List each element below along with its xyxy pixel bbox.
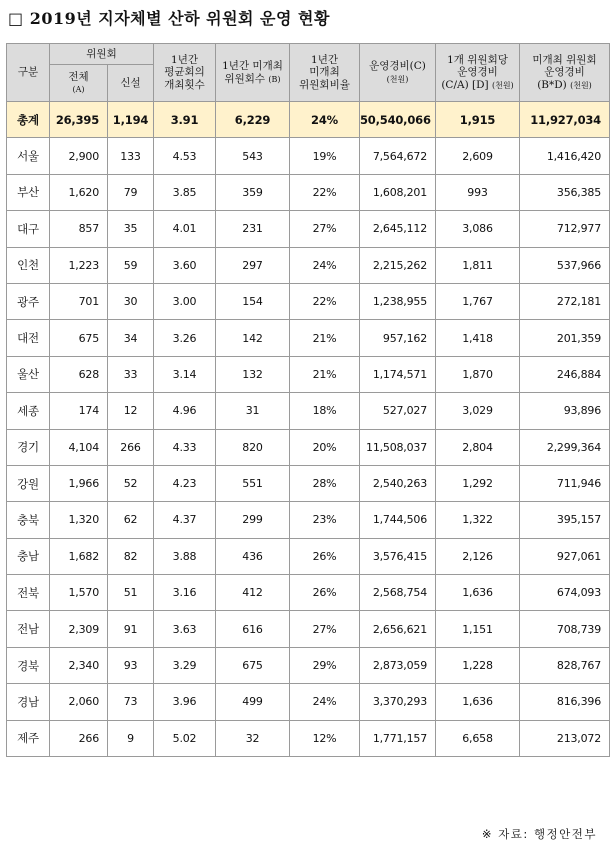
header-unheld-count-line2: 위원회수 (224, 72, 266, 85)
cell-per-committee-cost: 2,609 (436, 138, 520, 174)
cell-op-cost: 3,576,415 (360, 538, 436, 574)
cell-unheld-rate: 19% (290, 138, 360, 174)
document-title: □ 2019년 지자체별 산하 위원회 운영 현황 (8, 9, 330, 28)
cell-total-committees: 1,223 (50, 247, 108, 283)
header-unheld-cost-line3: (B*D) (537, 78, 567, 91)
cell-new-committees: 9 (108, 720, 154, 756)
cell-unheld-count: 31 (216, 393, 290, 429)
header-total-line2: (A) (72, 85, 85, 94)
header-avg-meetings (154, 44, 216, 102)
cell-unheld-cost: 213,072 (520, 720, 610, 756)
table-row (7, 320, 610, 356)
table-row (7, 138, 610, 174)
cell-new-committees: 91 (108, 611, 154, 647)
cell-unheld-cost: 816,396 (520, 684, 610, 720)
cell-avg-meetings: 3.60 (154, 247, 216, 283)
cell-unheld-cost: 11,927,034 (520, 102, 610, 138)
cell-unheld-count: 132 (216, 356, 290, 392)
cell-unheld-cost: 93,896 (520, 393, 610, 429)
cell-op-cost: 1,744,506 (360, 502, 436, 538)
header-avg-meetings-line3: 개최횟수 (164, 78, 205, 91)
cell-region: 대전 (7, 320, 50, 356)
cell-avg-meetings: 3.16 (154, 575, 216, 611)
header-op-cost (360, 44, 436, 102)
cell-op-cost: 11,508,037 (360, 429, 436, 465)
cell-avg-meetings: 3.85 (154, 174, 216, 210)
cell-total-committees: 2,340 (50, 647, 108, 683)
header-committees-total (50, 65, 108, 102)
cell-unheld-cost: 395,157 (520, 502, 610, 538)
cell-new-committees: 73 (108, 684, 154, 720)
cell-unheld-count: 412 (216, 575, 290, 611)
cell-per-committee-cost: 1,292 (436, 465, 520, 501)
header-unheld-rate (290, 44, 360, 102)
cell-unheld-count: 299 (216, 502, 290, 538)
cell-region: 서울 (7, 138, 50, 174)
header-op-cost-line1: 운영경비(C) (369, 60, 426, 73)
cell-unheld-cost: 711,946 (520, 465, 610, 501)
cell-per-committee-cost: 1,322 (436, 502, 520, 538)
header-unheld-rate-line2: 미개최 (309, 66, 340, 79)
cell-unheld-rate: 24% (290, 684, 360, 720)
cell-region: 제주 (7, 720, 50, 756)
cell-op-cost: 2,540,263 (360, 465, 436, 501)
cell-region: 전남 (7, 611, 50, 647)
table-header (7, 44, 610, 102)
cell-op-cost: 2,873,059 (360, 647, 436, 683)
header-per-committee-unit: (천원) (491, 80, 514, 90)
cell-new-committees: 30 (108, 283, 154, 319)
cell-per-committee-cost: 1,418 (436, 320, 520, 356)
cell-avg-meetings: 3.88 (154, 538, 216, 574)
cell-total-committees: 675 (50, 320, 108, 356)
table-row-total (7, 102, 610, 138)
cell-new-committees: 82 (108, 538, 154, 574)
cell-unheld-count: 154 (216, 283, 290, 319)
cell-op-cost: 50,540,066 (360, 102, 436, 138)
cell-unheld-rate: 22% (290, 283, 360, 319)
cell-unheld-count: 499 (216, 684, 290, 720)
cell-per-committee-cost: 2,804 (436, 429, 520, 465)
cell-op-cost: 1,608,201 (360, 174, 436, 210)
cell-total-committees: 26,395 (50, 102, 108, 138)
cell-per-committee-cost: 1,636 (436, 575, 520, 611)
table-row (7, 684, 610, 720)
header-unheld-cost-line2: 운영경비 (544, 66, 585, 79)
header-unheld-count-line1: 1년간 미개최 (222, 60, 283, 73)
cell-new-committees: 93 (108, 647, 154, 683)
cell-total-committees: 1,570 (50, 575, 108, 611)
cell-region: 강원 (7, 465, 50, 501)
cell-unheld-rate: 24% (290, 247, 360, 283)
cell-unheld-count: 297 (216, 247, 290, 283)
cell-region: 전북 (7, 575, 50, 611)
cell-unheld-count: 231 (216, 211, 290, 247)
header-per-committee-line2: 운영경비 (457, 66, 498, 79)
header-avg-meetings-line1: 1년간 (171, 53, 198, 66)
table-row (7, 211, 610, 247)
source-note: ※ 자료: 행정안전부 (481, 827, 597, 841)
cell-avg-meetings: 4.23 (154, 465, 216, 501)
cell-total-committees: 701 (50, 283, 108, 319)
cell-per-committee-cost: 3,086 (436, 211, 520, 247)
cell-avg-meetings: 3.14 (154, 356, 216, 392)
cell-per-committee-cost: 6,658 (436, 720, 520, 756)
cell-avg-meetings: 4.96 (154, 393, 216, 429)
committee-operation-table (6, 43, 610, 757)
cell-unheld-rate: 21% (290, 320, 360, 356)
cell-per-committee-cost: 1,767 (436, 283, 520, 319)
header-unheld-cost-line1: 미개최 위원회 (532, 53, 597, 66)
cell-region: 인천 (7, 247, 50, 283)
cell-per-committee-cost: 993 (436, 174, 520, 210)
cell-op-cost: 2,656,621 (360, 611, 436, 647)
cell-total-committees: 174 (50, 393, 108, 429)
cell-per-committee-cost: 1,151 (436, 611, 520, 647)
cell-new-committees: 35 (108, 211, 154, 247)
cell-unheld-cost: 1,416,420 (520, 138, 610, 174)
cell-op-cost: 1,238,955 (360, 283, 436, 319)
cell-unheld-rate: 22% (290, 174, 360, 210)
cell-avg-meetings: 4.37 (154, 502, 216, 538)
header-total-line1: 전체 (68, 70, 89, 83)
cell-unheld-cost: 246,884 (520, 356, 610, 392)
header-committees: 위원회 (50, 44, 154, 65)
cell-region: 경기 (7, 429, 50, 465)
cell-total-committees: 628 (50, 356, 108, 392)
cell-unheld-rate: 21% (290, 356, 360, 392)
cell-new-committees: 33 (108, 356, 154, 392)
cell-avg-meetings: 4.53 (154, 138, 216, 174)
cell-avg-meetings: 5.02 (154, 720, 216, 756)
committee-table-container (6, 43, 609, 757)
cell-unheld-rate: 20% (290, 429, 360, 465)
cell-new-committees: 1,194 (108, 102, 154, 138)
header-per-committee-line3: (C/A) [D] (441, 78, 489, 91)
cell-unheld-count: 142 (216, 320, 290, 356)
cell-op-cost: 3,370,293 (360, 684, 436, 720)
cell-new-committees: 12 (108, 393, 154, 429)
table-row (7, 720, 610, 756)
cell-unheld-cost: 828,767 (520, 647, 610, 683)
cell-op-cost: 527,027 (360, 393, 436, 429)
cell-region: 총계 (7, 102, 50, 138)
header-unheld-count-unit: (B) (268, 74, 281, 84)
cell-region: 경북 (7, 647, 50, 683)
cell-avg-meetings: 4.01 (154, 211, 216, 247)
header-unheld-cost (520, 44, 610, 102)
cell-new-committees: 52 (108, 465, 154, 501)
cell-avg-meetings: 4.33 (154, 429, 216, 465)
cell-per-committee-cost: 1,636 (436, 684, 520, 720)
cell-unheld-rate: 27% (290, 611, 360, 647)
table-row (7, 465, 610, 501)
header-region: 구분 (7, 44, 50, 102)
cell-unheld-rate: 26% (290, 538, 360, 574)
cell-total-committees: 1,966 (50, 465, 108, 501)
cell-unheld-count: 551 (216, 465, 290, 501)
cell-op-cost: 1,771,157 (360, 720, 436, 756)
cell-unheld-count: 32 (216, 720, 290, 756)
cell-new-committees: 59 (108, 247, 154, 283)
cell-op-cost: 1,174,571 (360, 356, 436, 392)
cell-new-committees: 62 (108, 502, 154, 538)
cell-unheld-cost: 708,739 (520, 611, 610, 647)
cell-unheld-rate: 12% (290, 720, 360, 756)
header-unheld-rate-line3: 위원회비율 (299, 78, 350, 91)
cell-region: 충북 (7, 502, 50, 538)
cell-total-committees: 2,309 (50, 611, 108, 647)
table-row (7, 174, 610, 210)
cell-total-committees: 2,060 (50, 684, 108, 720)
cell-unheld-cost: 201,359 (520, 320, 610, 356)
table-row (7, 538, 610, 574)
cell-total-committees: 857 (50, 211, 108, 247)
cell-per-committee-cost: 1,915 (436, 102, 520, 138)
header-unheld-count (216, 44, 290, 102)
cell-total-committees: 1,620 (50, 174, 108, 210)
header-per-committee-cost (436, 44, 520, 102)
cell-new-committees: 266 (108, 429, 154, 465)
cell-total-committees: 4,104 (50, 429, 108, 465)
header-op-cost-unit: (천원) (386, 74, 409, 84)
cell-op-cost: 7,564,672 (360, 138, 436, 174)
cell-per-committee-cost: 1,228 (436, 647, 520, 683)
cell-total-committees: 1,682 (50, 538, 108, 574)
cell-unheld-rate: 28% (290, 465, 360, 501)
cell-unheld-cost: 674,093 (520, 575, 610, 611)
cell-avg-meetings: 3.96 (154, 684, 216, 720)
cell-unheld-cost: 537,966 (520, 247, 610, 283)
cell-region: 울산 (7, 356, 50, 392)
cell-per-committee-cost: 2,126 (436, 538, 520, 574)
cell-region: 광주 (7, 283, 50, 319)
cell-unheld-rate: 27% (290, 211, 360, 247)
table-row (7, 429, 610, 465)
cell-total-committees: 2,900 (50, 138, 108, 174)
cell-region: 충남 (7, 538, 50, 574)
cell-unheld-count: 436 (216, 538, 290, 574)
header-per-committee-line1: 1개 위원회당 (447, 53, 508, 66)
cell-unheld-count: 820 (216, 429, 290, 465)
table-row (7, 575, 610, 611)
cell-avg-meetings: 3.91 (154, 102, 216, 138)
cell-avg-meetings: 3.00 (154, 283, 216, 319)
cell-region: 대구 (7, 211, 50, 247)
cell-per-committee-cost: 3,029 (436, 393, 520, 429)
cell-region: 경남 (7, 684, 50, 720)
table-row (7, 247, 610, 283)
header-committees-new: 신설 (108, 65, 154, 102)
table-row (7, 393, 610, 429)
cell-unheld-rate: 26% (290, 575, 360, 611)
cell-unheld-rate: 18% (290, 393, 360, 429)
table-body (7, 102, 610, 757)
table-row (7, 283, 610, 319)
table-row (7, 611, 610, 647)
cell-total-committees: 266 (50, 720, 108, 756)
table-row (7, 647, 610, 683)
cell-unheld-rate: 24% (290, 102, 360, 138)
cell-new-committees: 34 (108, 320, 154, 356)
cell-avg-meetings: 3.63 (154, 611, 216, 647)
cell-region: 세종 (7, 393, 50, 429)
header-avg-meetings-line2: 평균회의 (164, 66, 205, 79)
cell-avg-meetings: 3.29 (154, 647, 216, 683)
cell-unheld-count: 359 (216, 174, 290, 210)
cell-unheld-cost: 927,061 (520, 538, 610, 574)
table-row (7, 502, 610, 538)
cell-new-committees: 133 (108, 138, 154, 174)
cell-op-cost: 2,568,754 (360, 575, 436, 611)
cell-unheld-rate: 29% (290, 647, 360, 683)
cell-per-committee-cost: 1,870 (436, 356, 520, 392)
cell-unheld-count: 543 (216, 138, 290, 174)
cell-avg-meetings: 3.26 (154, 320, 216, 356)
cell-unheld-count: 675 (216, 647, 290, 683)
cell-total-committees: 1,320 (50, 502, 108, 538)
cell-unheld-cost: 356,385 (520, 174, 610, 210)
cell-unheld-cost: 272,181 (520, 283, 610, 319)
cell-op-cost: 957,162 (360, 320, 436, 356)
cell-unheld-count: 616 (216, 611, 290, 647)
cell-unheld-count: 6,229 (216, 102, 290, 138)
table-row (7, 356, 610, 392)
cell-unheld-rate: 23% (290, 502, 360, 538)
cell-region: 부산 (7, 174, 50, 210)
cell-per-committee-cost: 1,811 (436, 247, 520, 283)
cell-op-cost: 2,215,262 (360, 247, 436, 283)
cell-new-committees: 51 (108, 575, 154, 611)
header-unheld-rate-line1: 1년간 (311, 53, 338, 66)
cell-op-cost: 2,645,112 (360, 211, 436, 247)
cell-unheld-cost: 2,299,364 (520, 429, 610, 465)
header-unheld-cost-unit: (천원) (570, 80, 592, 90)
cell-unheld-cost: 712,977 (520, 211, 610, 247)
cell-new-committees: 79 (108, 174, 154, 210)
